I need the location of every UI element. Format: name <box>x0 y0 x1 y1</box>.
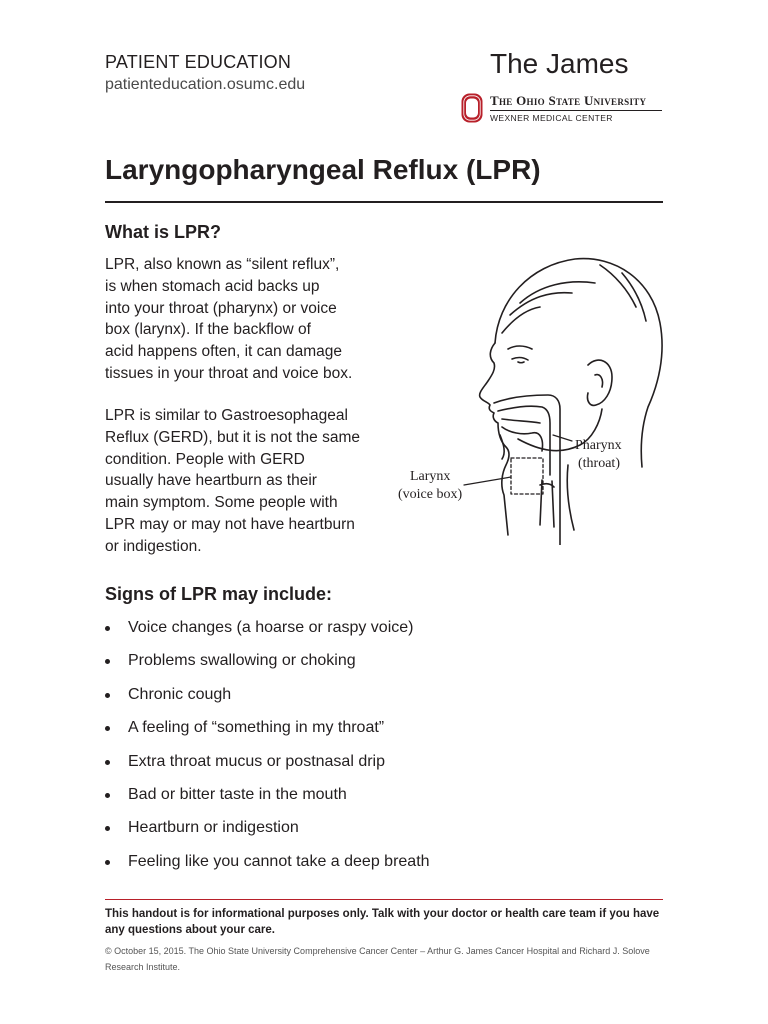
disclaimer-text: This handout is for informational purposes only. Talk with your doctor or health care team if you have any questions about your care. <box>105 908 660 936</box>
bullet-icon <box>105 826 110 831</box>
brand-name: The James <box>490 48 629 79</box>
pharynx-label: Pharynx <box>575 438 622 453</box>
section-heading-signs: Signs of LPR may include: <box>105 584 333 604</box>
paragraph-line: LPR may or may not have heartburn <box>105 515 355 533</box>
paragraph-line: or indigestion. <box>105 537 202 555</box>
list-item-text: Chronic cough <box>128 685 232 703</box>
paragraph-line: main symptom. Some people with <box>105 494 338 512</box>
paragraph-line: box (larynx). If the backflow of <box>105 321 311 339</box>
paragraph-gerd-comparison <box>105 405 360 558</box>
section-heading-what: What is LPR? <box>105 222 221 242</box>
larynx-label: Larynx <box>410 469 451 484</box>
list-item-text: Voice changes (a hoarse or raspy voice) <box>128 619 414 636</box>
logo-divider <box>490 110 662 111</box>
list-item-text: Problems swallowing or choking <box>128 652 356 670</box>
list-item <box>105 851 430 884</box>
paragraph-line: usually have heartburn as their <box>105 472 317 490</box>
paragraph-line: LPR, also known as “silent reflux”, <box>105 256 340 273</box>
paragraph-definition <box>105 254 352 385</box>
list-item <box>105 684 430 717</box>
paragraph-line: into your throat (pharynx) or voice <box>105 299 337 317</box>
list-item <box>105 784 430 817</box>
pharynx-sublabel: (throat) <box>578 456 620 471</box>
bullet-icon <box>105 760 110 765</box>
paragraph-line: acid happens often, it can damage <box>105 343 342 361</box>
bullet-icon <box>105 726 110 731</box>
bullet-icon <box>105 659 110 664</box>
bullet-icon <box>105 693 110 698</box>
list-item-text: Heartburn or indigestion <box>128 819 299 837</box>
list-item-text: A feeling of “something in my throat” <box>128 719 385 737</box>
section-label: PATIENT EDUCATION <box>105 52 292 72</box>
paragraph-line: is when stomach acid backs up <box>105 277 320 295</box>
website-url[interactable]: patienteducation.osumc.edu <box>105 76 306 93</box>
bullet-icon <box>105 860 110 865</box>
copyright-text: © October 15, 2015. The Ohio State University Comprehensive Cancer Center – Arthur G. James Cancer Hospital and Richard J. Solove Research Institute. <box>105 946 650 972</box>
list-item <box>105 751 430 784</box>
list-item <box>105 817 430 850</box>
university-name: The Ohio State University <box>490 93 647 108</box>
osu-logo <box>460 92 664 126</box>
medical-center-name: WEXNER MEDICAL CENTER <box>490 113 613 123</box>
list-item <box>105 617 430 650</box>
footer-divider <box>105 899 663 900</box>
signs-list <box>105 617 430 884</box>
paragraph-line: condition. People with GERD <box>105 450 305 468</box>
list-item-text: Bad or bitter taste in the mouth <box>128 785 347 803</box>
larynx-sublabel: (voice box) <box>398 487 463 502</box>
bullet-icon <box>105 793 110 798</box>
throat-anatomy-illustration <box>390 245 665 545</box>
paragraph-line: tissues in your throat and voice box. <box>105 364 353 382</box>
page-title: Laryngopharyngeal Reflux (LPR) <box>105 154 541 185</box>
list-item <box>105 717 430 750</box>
block-o-icon <box>460 92 484 124</box>
paragraph-line: LPR is similar to Gastroesophageal <box>105 407 348 424</box>
list-item-text: Extra throat mucus or postnasal drip <box>128 752 386 770</box>
paragraph-line: Reflux (GERD), but it is not the same <box>105 428 360 446</box>
list-item <box>105 650 430 683</box>
bullet-icon <box>105 626 110 631</box>
list-item-text: Feeling like you cannot take a deep breath <box>128 852 430 870</box>
title-divider <box>105 201 663 203</box>
